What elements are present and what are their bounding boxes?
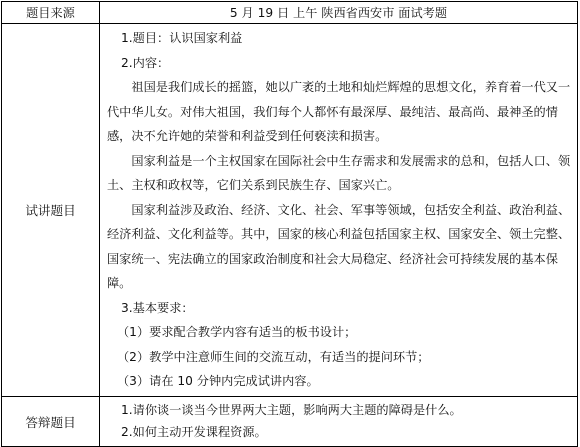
lecture-topic: 1.题目：认识国家利益 bbox=[121, 31, 243, 45]
defense-label: 答辩题目 bbox=[2, 396, 100, 446]
lecture-content-heading: 2.内容： bbox=[121, 55, 170, 70]
lecture-requirement-2: （2）教学中注意师生间的交流互动，有适当的提问环节； bbox=[117, 349, 430, 364]
defense-question-2: 2.如何主动开发课程资源。 bbox=[121, 425, 267, 439]
lecture-paragraph-2: 国家利益是一个主权国家在国际社会中生存需求和发展需求的总和，包括人口、领土、主权和政权等，它们关系到民族生存、国家兴亡。 bbox=[107, 153, 571, 192]
lecture-label: 试讲题目 bbox=[2, 24, 100, 397]
lecture-requirement-1: （1）要求配合教学内容有适当的板书设计； bbox=[117, 325, 357, 339]
exam-document bbox=[1, 1, 579, 439]
defense-row bbox=[2, 396, 578, 446]
lecture-row bbox=[2, 24, 578, 397]
header-exam-info: 5 月 19 日 上午 陕西省西安市 面试考题 bbox=[100, 2, 578, 24]
defense-question-1: 1.请你谈一谈当今世界两大主题，影响两大主题的障碍是什么。 bbox=[121, 403, 462, 417]
header-row bbox=[2, 2, 578, 24]
lecture-requirement-3: （3）请在 10 分钟内完成试讲内容。 bbox=[117, 374, 319, 388]
header-source-label: 题目来源 bbox=[2, 2, 100, 24]
defense-content bbox=[100, 396, 578, 446]
lecture-content bbox=[100, 24, 578, 397]
lecture-requirements-heading: 3.基本要求： bbox=[121, 300, 194, 315]
exam-table bbox=[1, 1, 578, 447]
lecture-paragraph-3: 国家利益涉及政治、经济、文化、社会、军事等领域，包括安全利益、政治利益、经济利益、文化利益等。其中，国家的核心利益包括国家主权、国家安全、领土完整、国家统一、宪法确立的国家政治制度和社会大局稳定、经济社会可持续发展的基本保障。 bbox=[107, 202, 571, 290]
lecture-paragraph-1: 祖国是我们成长的摇篮，她以广袤的土地和灿烂辉煌的思想文化，养育着一代又一代中华儿女。对伟大祖国，我们每个人都怀有最深厚、最纯洁、最高尚、最神圣的情感，决不允许她的荣誉和利益受到任何亵渎和损害。 bbox=[107, 80, 571, 143]
